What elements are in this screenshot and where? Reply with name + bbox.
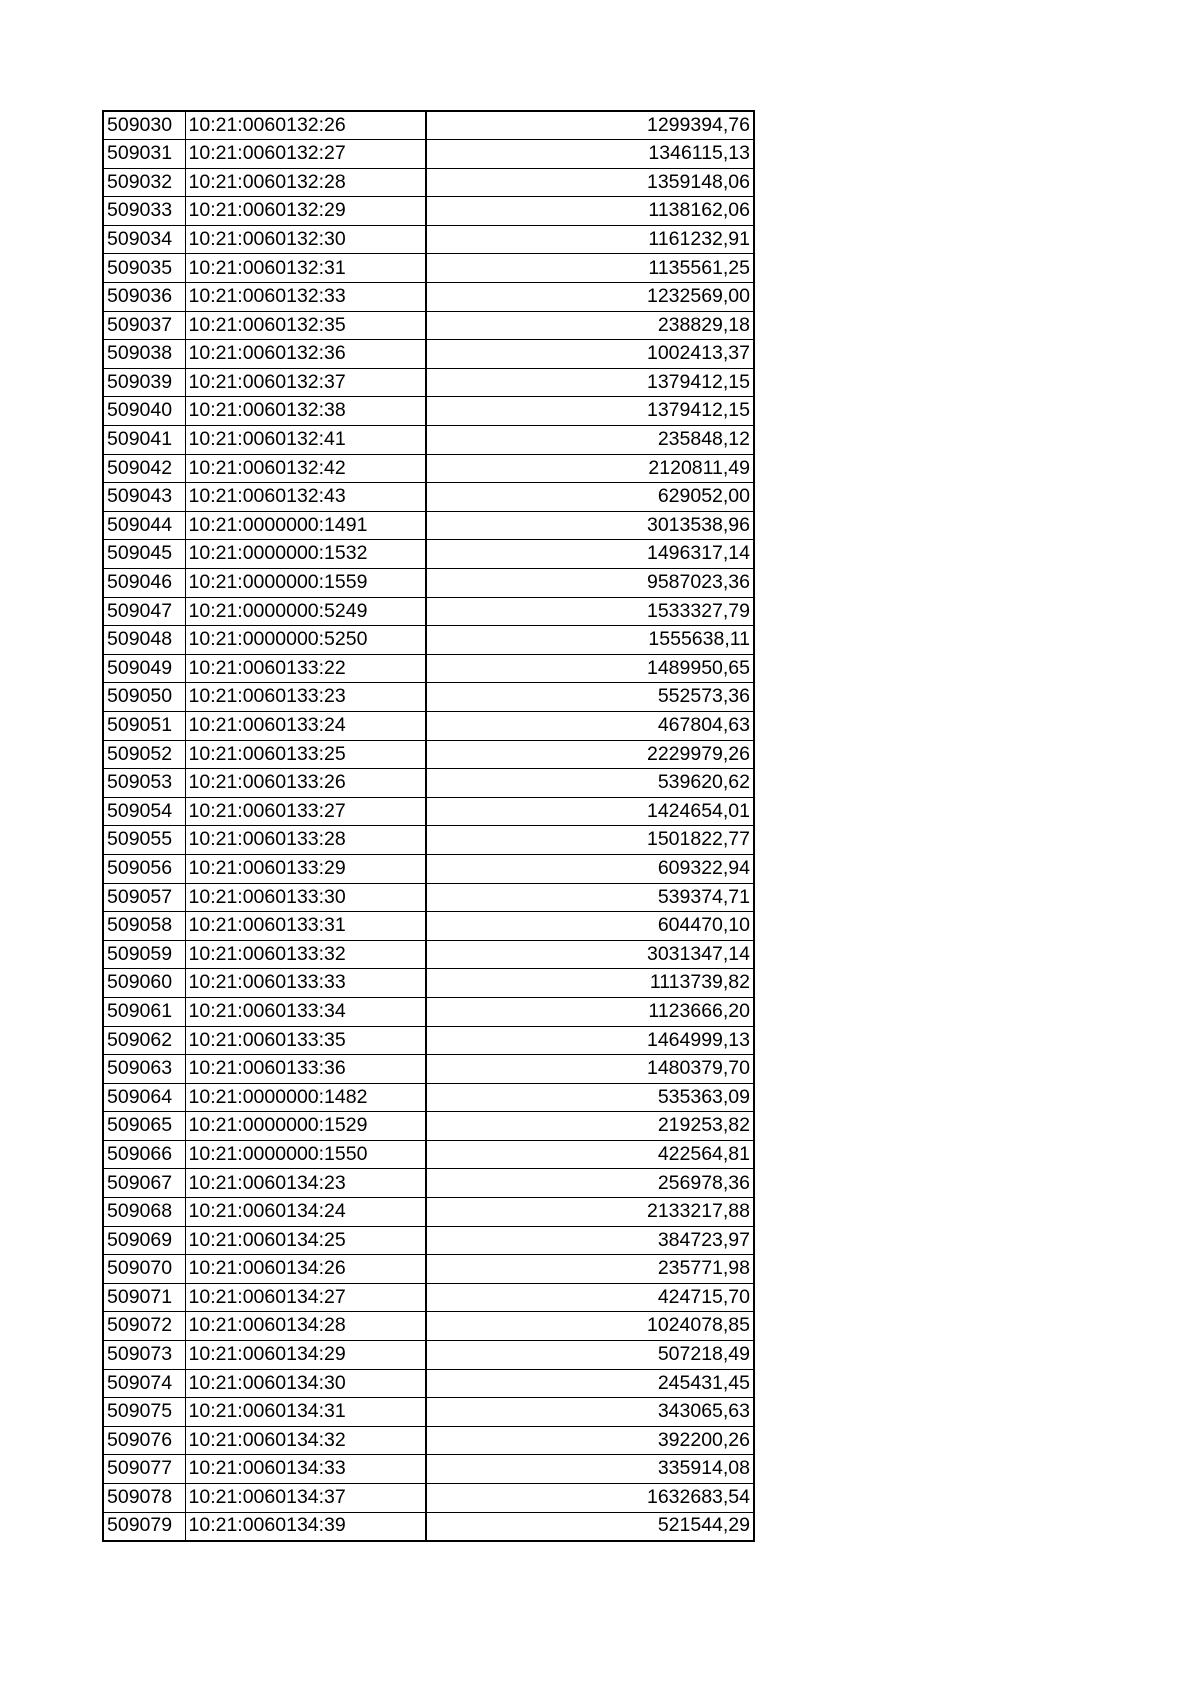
cadastral-number-cell: 10:21:0060132:28 [185,168,426,197]
row-number-cell: 509070 [103,1255,185,1284]
value-cell: 507218,49 [426,1341,754,1370]
value-cell: 1632683,54 [426,1484,754,1513]
table-row [103,1083,754,1112]
table-row [103,368,754,397]
cadastral-number-cell: 10:21:0060132:38 [185,397,426,426]
row-number-cell: 509076 [103,1426,185,1455]
value-cell: 245431,45 [426,1369,754,1398]
value-cell: 9587023,36 [426,569,754,598]
table-row [103,1369,754,1398]
value-cell: 2120811,49 [426,454,754,483]
cadastral-number-cell: 10:21:0060132:37 [185,368,426,397]
row-number-cell: 509033 [103,197,185,226]
row-number-cell: 509073 [103,1341,185,1370]
table-row [103,969,754,998]
row-number-cell: 509067 [103,1169,185,1198]
cadastral-number-cell: 10:21:0060134:33 [185,1455,426,1484]
cadastral-number-cell: 10:21:0060133:29 [185,854,426,883]
row-number-cell: 509063 [103,1055,185,1084]
value-cell: 392200,26 [426,1426,754,1455]
row-number-cell: 509075 [103,1398,185,1427]
cadastral-number-cell: 10:21:0000000:1559 [185,569,426,598]
table-body [103,111,754,1541]
table-row [103,483,754,512]
value-cell: 1299394,76 [426,111,754,140]
row-number-cell: 509039 [103,368,185,397]
value-cell: 609322,94 [426,854,754,883]
table-row [103,511,754,540]
cadastral-number-cell: 10:21:0060132:30 [185,225,426,254]
value-cell: 3013538,96 [426,511,754,540]
cadastral-number-cell: 10:21:0060133:36 [185,1055,426,1084]
cadastral-number-cell: 10:21:0060133:34 [185,997,426,1026]
cadastral-number-cell: 10:21:0060134:32 [185,1426,426,1455]
value-cell: 535363,09 [426,1083,754,1112]
cadastral-number-cell: 10:21:0000000:1482 [185,1083,426,1112]
cadastral-number-cell: 10:21:0060134:27 [185,1283,426,1312]
value-cell: 1379412,15 [426,397,754,426]
row-number-cell: 509042 [103,454,185,483]
value-cell: 1379412,15 [426,368,754,397]
row-number-cell: 509041 [103,426,185,455]
cadastral-number-cell: 10:21:0060132:42 [185,454,426,483]
value-cell: 384723,97 [426,1226,754,1255]
table-row [103,426,754,455]
row-number-cell: 509078 [103,1484,185,1513]
table-row [103,254,754,283]
value-cell: 238829,18 [426,311,754,340]
row-number-cell: 509047 [103,597,185,626]
cadastral-number-cell: 10:21:0000000:1491 [185,511,426,540]
table-row [103,1226,754,1255]
cadastral-number-cell: 10:21:0060134:28 [185,1312,426,1341]
row-number-cell: 509051 [103,711,185,740]
cadastral-number-cell: 10:21:0060133:30 [185,883,426,912]
table-row [103,1455,754,1484]
table-row [103,826,754,855]
row-number-cell: 509064 [103,1083,185,1112]
row-number-cell: 509035 [103,254,185,283]
value-cell: 539374,71 [426,883,754,912]
row-number-cell: 509030 [103,111,185,140]
cadastral-number-cell: 10:21:0060134:39 [185,1512,426,1541]
table-row [103,654,754,683]
row-number-cell: 509036 [103,283,185,312]
cadastral-number-cell: 10:21:0000000:5249 [185,597,426,626]
value-cell: 235771,98 [426,1255,754,1284]
value-cell: 467804,63 [426,711,754,740]
cadastral-number-cell: 10:21:0060134:30 [185,1369,426,1398]
cadastral-number-cell: 10:21:0000000:5250 [185,626,426,655]
row-number-cell: 509034 [103,225,185,254]
cadastral-number-cell: 10:21:0000000:1529 [185,1112,426,1141]
row-number-cell: 509049 [103,654,185,683]
row-number-cell: 509044 [103,511,185,540]
row-number-cell: 509058 [103,912,185,941]
value-cell: 1113739,82 [426,969,754,998]
table-row [103,569,754,598]
value-cell: 1424654,01 [426,797,754,826]
cadastral-number-cell: 10:21:0060132:41 [185,426,426,455]
row-number-cell: 509031 [103,140,185,169]
cadastral-number-cell: 10:21:0060133:31 [185,912,426,941]
value-cell: 1346115,13 [426,140,754,169]
cadastral-number-cell: 10:21:0060134:26 [185,1255,426,1284]
table-row [103,1140,754,1169]
row-number-cell: 509054 [103,797,185,826]
table-row [103,1398,754,1427]
cadastral-number-cell: 10:21:0060133:22 [185,654,426,683]
table-row [103,1255,754,1284]
table-row [103,769,754,798]
cadastral-number-cell: 10:21:0060134:23 [185,1169,426,1198]
table-row [103,283,754,312]
table-row [103,1341,754,1370]
cadastral-number-cell: 10:21:0060133:28 [185,826,426,855]
value-cell: 1496317,14 [426,540,754,569]
row-number-cell: 509038 [103,340,185,369]
row-number-cell: 509060 [103,969,185,998]
cadastral-number-cell: 10:21:0060132:33 [185,283,426,312]
row-number-cell: 509048 [103,626,185,655]
cadastral-number-cell: 10:21:0060134:24 [185,1198,426,1227]
row-number-cell: 509059 [103,940,185,969]
cadastral-number-cell: 10:21:0060134:31 [185,1398,426,1427]
cadastral-number-cell: 10:21:0060134:29 [185,1341,426,1370]
table-row [103,883,754,912]
table-row [103,740,754,769]
table-row [103,168,754,197]
value-cell: 1123666,20 [426,997,754,1026]
row-number-cell: 509061 [103,997,185,1026]
row-number-cell: 509037 [103,311,185,340]
row-number-cell: 509040 [103,397,185,426]
data-table [102,110,755,1542]
value-cell: 539620,62 [426,769,754,798]
cadastral-number-cell: 10:21:0060132:31 [185,254,426,283]
table-row [103,683,754,712]
cadastral-number-cell: 10:21:0060133:26 [185,769,426,798]
row-number-cell: 509066 [103,1140,185,1169]
cadastral-number-cell: 10:21:0060133:24 [185,711,426,740]
table-row [103,454,754,483]
table-row [103,140,754,169]
cadastral-number-cell: 10:21:0060132:27 [185,140,426,169]
table-row [103,1283,754,1312]
table-row [103,711,754,740]
cadastral-number-cell: 10:21:0060134:25 [185,1226,426,1255]
value-cell: 629052,00 [426,483,754,512]
row-number-cell: 509056 [103,854,185,883]
table-row [103,1426,754,1455]
value-cell: 343065,63 [426,1398,754,1427]
cadastral-number-cell: 10:21:0060133:25 [185,740,426,769]
table-row [103,912,754,941]
value-cell: 335914,08 [426,1455,754,1484]
row-number-cell: 509032 [103,168,185,197]
cadastral-number-cell: 10:21:0060132:35 [185,311,426,340]
table-row [103,597,754,626]
row-number-cell: 509072 [103,1312,185,1341]
value-cell: 1135561,25 [426,254,754,283]
table-row [103,854,754,883]
row-number-cell: 509052 [103,740,185,769]
value-cell: 2229979,26 [426,740,754,769]
table-row [103,340,754,369]
value-cell: 1489950,65 [426,654,754,683]
value-cell: 2133217,88 [426,1198,754,1227]
cadastral-number-cell: 10:21:0060134:37 [185,1484,426,1513]
row-number-cell: 509069 [103,1226,185,1255]
value-cell: 1161232,91 [426,225,754,254]
cadastral-number-cell: 10:21:0000000:1532 [185,540,426,569]
value-cell: 1232569,00 [426,283,754,312]
cadastral-number-cell: 10:21:0060132:26 [185,111,426,140]
value-cell: 422564,81 [426,1140,754,1169]
cadastral-number-cell: 10:21:0060133:35 [185,1026,426,1055]
cadastral-number-cell: 10:21:0060133:23 [185,683,426,712]
table-row [103,1169,754,1198]
table-row [103,1484,754,1513]
table-row [103,1512,754,1541]
value-cell: 1555638,11 [426,626,754,655]
value-cell: 424715,70 [426,1283,754,1312]
value-cell: 1464999,13 [426,1026,754,1055]
value-cell: 552573,36 [426,683,754,712]
row-number-cell: 509079 [103,1512,185,1541]
cadastral-number-cell: 10:21:0060133:33 [185,969,426,998]
table-row [103,940,754,969]
table-row [103,997,754,1026]
cadastral-number-cell: 10:21:0000000:1550 [185,1140,426,1169]
cadastral-number-cell: 10:21:0060132:36 [185,340,426,369]
value-cell: 1024078,85 [426,1312,754,1341]
row-number-cell: 509046 [103,569,185,598]
table-row [103,1026,754,1055]
table-row [103,797,754,826]
value-cell: 3031347,14 [426,940,754,969]
value-cell: 1138162,06 [426,197,754,226]
table-row [103,311,754,340]
row-number-cell: 509068 [103,1198,185,1227]
value-cell: 604470,10 [426,912,754,941]
value-cell: 1533327,79 [426,597,754,626]
row-number-cell: 509065 [103,1112,185,1141]
row-number-cell: 509062 [103,1026,185,1055]
table-row [103,397,754,426]
table-row [103,197,754,226]
row-number-cell: 509055 [103,826,185,855]
value-cell: 1480379,70 [426,1055,754,1084]
row-number-cell: 509074 [103,1369,185,1398]
table-row [103,1312,754,1341]
row-number-cell: 509057 [103,883,185,912]
value-cell: 1002413,37 [426,340,754,369]
value-cell: 1501822,77 [426,826,754,855]
table-row [103,540,754,569]
row-number-cell: 509053 [103,769,185,798]
row-number-cell: 509045 [103,540,185,569]
row-number-cell: 509077 [103,1455,185,1484]
cadastral-number-cell: 10:21:0060132:43 [185,483,426,512]
cadastral-number-cell: 10:21:0060132:29 [185,197,426,226]
value-cell: 1359148,06 [426,168,754,197]
value-cell: 256978,36 [426,1169,754,1198]
table-row [103,1055,754,1084]
table-row [103,626,754,655]
value-cell: 219253,82 [426,1112,754,1141]
table-row [103,111,754,140]
row-number-cell: 509071 [103,1283,185,1312]
value-cell: 521544,29 [426,1512,754,1541]
table-row [103,1112,754,1141]
cadastral-number-cell: 10:21:0060133:32 [185,940,426,969]
row-number-cell: 509043 [103,483,185,512]
value-cell: 235848,12 [426,426,754,455]
row-number-cell: 509050 [103,683,185,712]
table-row [103,1198,754,1227]
cadastral-number-cell: 10:21:0060133:27 [185,797,426,826]
table-row [103,225,754,254]
